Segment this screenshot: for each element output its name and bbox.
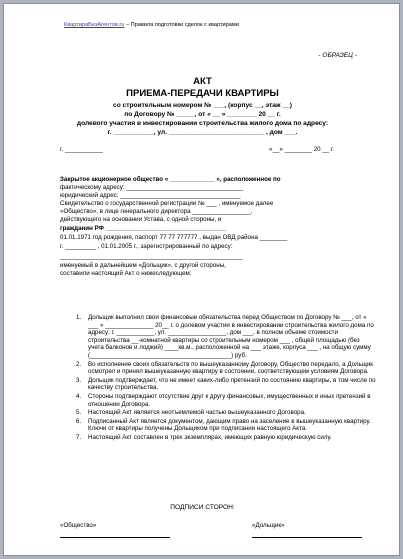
subtitle-4: г. ___________, ул. __________________________ , дом ___. — [107, 129, 298, 136]
body-line-2: фактическому адресу: __________________________________ — [60, 184, 244, 191]
clause-number: 5. — [76, 409, 82, 417]
signature-right-label: «Дольщик» — [252, 522, 285, 529]
clause-number: 4. — [76, 392, 82, 400]
signature-left-label: «Общество» — [60, 522, 97, 529]
clause-item — [76, 393, 376, 408]
body-line-5: «Общество», в лице генерального директора _________________, — [60, 208, 253, 215]
body-line-10: _____________________________________________________ — [60, 253, 243, 260]
clause-text: Подписанный Акт является документом, дающим право на заселение в вышеуказанную квартиру. Ключи от квартиры получены Дольщиком при подписании настоящего Акта. — [88, 417, 371, 433]
clauses-list — [76, 314, 376, 443]
signature-left-line — [60, 537, 170, 538]
body-line-4: Свидетельство о государственной регистрации № ___ , именуемое далее — [60, 200, 274, 207]
document-page — [3, 3, 400, 556]
body-line-3: юридический адрес: ___________________________________ — [60, 192, 241, 199]
doc-title: АКТ — [193, 76, 212, 87]
sample-mark: - ОБРАЗЕЦ - — [318, 52, 357, 59]
clause-number: 2. — [76, 360, 82, 368]
clause-item — [76, 377, 376, 392]
clause-item — [76, 434, 376, 442]
body-line-6: действующего на основании Устава, с одной стороны, и — [60, 216, 222, 223]
subtitle-3: долевого участия в инвестировании строительства жилого дома по адресу: — [76, 120, 329, 127]
body-line-7: гражданин РФ ___________________________________ — [60, 225, 227, 232]
body-line-1: Закрытое акционерное общество « _____________ », расположенное по — [60, 176, 281, 183]
clause-text: Настоящий Акт составлен в трех экземплярах, имеющих равную юридическую силу. — [88, 433, 332, 441]
subtitle-1: со строительным номером № ___, (корпус __, этаж __) — [113, 102, 292, 109]
clause-item — [76, 361, 376, 376]
body-line-8: 01.01.1971 год рождения, паспорт 77 77 777777 , выдан ОВД района ________ — [60, 234, 288, 241]
doc-title-2: ПРИЕМА-ПЕРЕДАЧИ КВАРТИРЫ — [126, 88, 279, 99]
date: «__» ________ 20 __ г. — [269, 146, 335, 153]
city: г. ___________ — [60, 146, 103, 153]
clause-number: 7. — [76, 433, 82, 441]
header-text: – Правила подготовки сделок с квартирами — [124, 22, 239, 28]
body-line-11: именуемый в дальнейшем «Дольщик», с другой стороны, — [60, 262, 226, 269]
clause-number: 1. — [76, 314, 82, 321]
clause-item — [76, 409, 376, 417]
header-link[interactable]: КвартираБезАгентов.ru — [64, 22, 125, 28]
clause-text: Дольщик выполнил свои финансовые обязательства перед Обществом по Договору № ___, от « ___ » ______________ 20__ г. о долевом участии в инвестировании строительства жилого дома по адресу: г. ___________, ул. _________________, дом ___, в полном объеме стоимости строительства __-комнатной квартиры со строительным номером ___ , общей площадью (без учета балконов и лоджий) ____кв.м., расположенной на ___ этаже, корпуса ___ , на общую сумму (_________________________________________) руб. — [88, 314, 374, 359]
clause-item — [76, 314, 376, 360]
header-line — [64, 22, 239, 28]
clause-number: 3. — [76, 376, 82, 384]
subtitle-2: по Договору № _____, от « __ » ________ 20 __ г. — [124, 111, 281, 118]
clause-number: 6. — [76, 417, 82, 425]
body-line-12: составили настоящий Акт о нижеследующем: — [60, 270, 192, 277]
body-line-9: г. _________ , 01.01.2005 г., зарегистрированный по адресу: — [60, 243, 233, 250]
signature-right-line — [252, 537, 362, 538]
clause-text: Настоящий Акт является неотъемлемой частью вышеуказанного Договора. — [88, 409, 306, 417]
clause-text: Во исполнение своих обязательств по вышеуказанному Договору, Общество передало, а Дольщик осмотрел и принял вышеуказанную квартиру в состоянии, соответствующем условиям Договора. — [88, 360, 373, 376]
clause-text: Стороны подтверждают отсутствие друг к другу финансовых, имущественных и иных претензий в отношении Договора. — [88, 392, 371, 408]
clause-item — [76, 418, 376, 433]
signatures-title: ПОДПИСИ СТОРОН: — [170, 504, 235, 511]
clause-text: Дольщик подтверждает, что не имеет каких-либо претензий по состоянию квартиры, в том числе по качеству строительства. — [88, 376, 376, 392]
